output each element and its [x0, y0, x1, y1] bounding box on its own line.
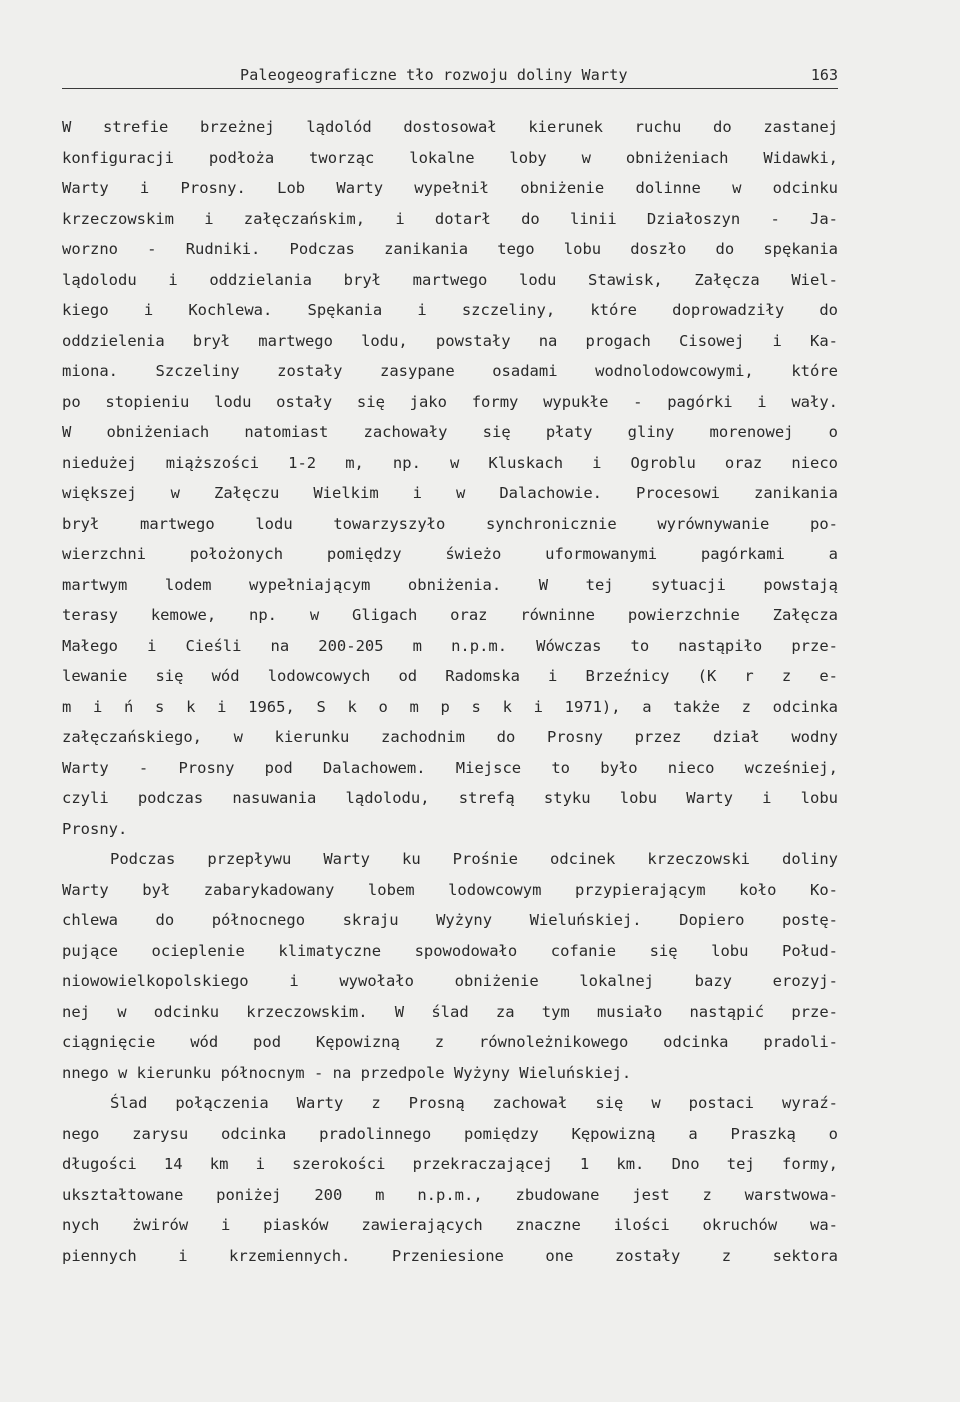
text-line: W obniżeniach natomiast zachowały się płaty gliny morenowej o — [62, 423, 838, 441]
text-line: nych żwirów i piasków zawierających znaczne ilości okruchów wa- — [62, 1216, 838, 1234]
body-text — [62, 112, 838, 1271]
text-line: nej w odcinku krzeczowskim. W ślad za tym musiało nastąpić prze- — [62, 1002, 838, 1021]
text-line: niowowielkopolskiego i wywołało obniżenie lokalnej bazy erozyj- — [62, 972, 838, 990]
paragraph-start-line: Podczas przepływu Warty ku Prośnie odcinek krzeczowski doliny — [110, 850, 838, 868]
text-line: W strefie brzeżnej lądolód dostosował kierunek ruchu do zastanej — [62, 118, 838, 136]
page-number: 163 — [810, 66, 838, 84]
text-line: konfiguracji podłoża tworząc lokalne loby w obniżeniach Widawki, — [62, 148, 838, 167]
text-line: kiego i Kochlewa. Spękania i szczeliny, które doprowadziły do — [62, 301, 838, 319]
text-line: Warty - Prosny pod Dalachowem. Miejsce to było nieco wcześniej, — [62, 758, 838, 777]
text-line: terasy kemowe, np. w Gligach oraz równinne powierzchnie Załęcza — [62, 606, 838, 624]
text-line: niedużej miąższości 1-2 m, np. w Kluskach i Ogroblu oraz nieco — [62, 453, 838, 472]
text-line: piennych i krzemiennych. Przeniesione one zostały z sektora — [62, 1246, 838, 1265]
text-line: po stopieniu lodu ostały się jako formy wypukłe - pagórki i wały. — [62, 392, 838, 411]
text-line: Małego i Cieśli na 200-205 m n.p.m. Wówczas to nastąpiło prze- — [62, 636, 838, 655]
text-line: załęczańskiego, w kierunku zachodnim do Prosny przez dział wodny — [62, 728, 838, 746]
text-line: nego zarysu odcinka pradolinnego pomiędzy Kępowizną a Praszką o — [62, 1124, 838, 1143]
text-line: krzeczowskim i załęczańskim, i dotarł do linii Działoszyn - Ja- — [62, 209, 838, 228]
text-line: m i ń s k i 1965, S k o m p s k i 1971), a także z odcinka — [62, 697, 838, 716]
text-line: Warty i Prosny. Lob Warty wypełnił obniżenie dolinne w odcinku — [62, 179, 838, 197]
text-line: czyli podczas nasuwania lądolodu, strefą styku lobu Warty i lobu — [62, 789, 838, 807]
running-title: Paleogeograficzne tło rozwoju doliny Warty — [240, 66, 628, 84]
text-line: brył martwego lodu towarzyszyło synchronicznie wyrównywanie po- — [62, 514, 838, 533]
paragraph-end-line: nnego w kierunku północnym - na przedpole Wyżyny Wieluńskiej. — [62, 1063, 632, 1082]
text-line: lewanie się wód lodowcowych od Radomska i Brzeźnicy (K r z e- — [62, 667, 838, 685]
text-line: oddzielenia brył martwego lodu, powstały na progach Cisowej i Ka- — [62, 331, 838, 350]
running-header — [62, 64, 838, 89]
text-line: martwym lodem wypełniającym obniżenia. W tej sytuacji powstają — [62, 575, 838, 594]
paragraph-end-line: Prosny. — [62, 819, 128, 838]
text-line: długości 14 km i szerokości przekraczającej 1 km. Dno tej formy, — [62, 1155, 838, 1173]
text-line: lądolodu i oddzielania brył martwego lodu Stawisk, Załęcza Wiel- — [62, 270, 838, 289]
text-line: wierzchni położonych pomiędzy świeżo uformowanymi pagórkami a — [62, 545, 838, 563]
text-line: Warty był zabarykadowany lobem lodowcowym przypierającym koło Ko- — [62, 880, 838, 899]
text-line: ukształtowane poniżej 200 m n.p.m., zbudowane jest z warstwowa- — [62, 1185, 838, 1204]
text-line: pujące ocieplenie klimatyczne spowodowało cofanie się lobu Połud- — [62, 941, 838, 960]
text-line: większej w Załęczu Wielkim i w Dalachowie. Procesowi zanikania — [62, 484, 838, 502]
text-line: worzno - Rudniki. Podczas zanikania tego lobu doszło do spękania — [62, 240, 838, 258]
text-line: ciągnięcie wód pod Kępowizną z równoleżnikowego odcinka pradoli- — [62, 1033, 838, 1051]
text-line: chlewa do północnego skraju Wyżyny Wieluńskiej. Dopiero postę- — [62, 911, 838, 929]
text-line: miona. Szczeliny zostały zasypane osadami wodnolodowcowymi, które — [62, 362, 838, 380]
paragraph-start-line: Ślad połączenia Warty z Prosną zachował się w postaci wyraź- — [110, 1094, 838, 1112]
